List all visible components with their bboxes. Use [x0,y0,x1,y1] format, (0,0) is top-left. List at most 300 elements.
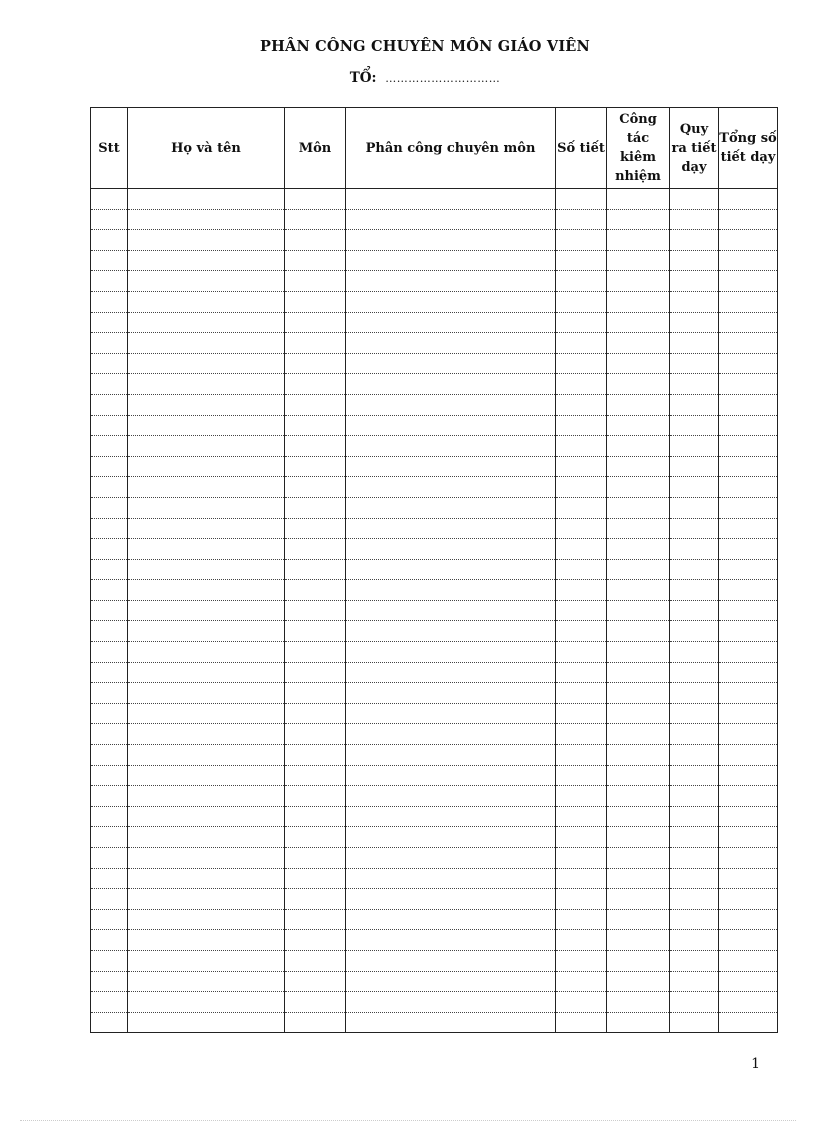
table-cell[interactable] [556,291,607,312]
table-cell[interactable] [285,456,346,477]
table-cell[interactable] [670,827,719,848]
table-cell[interactable] [670,1012,719,1033]
table-cell[interactable] [346,374,556,395]
table-cell[interactable] [670,436,719,457]
table-cell[interactable] [128,497,285,518]
table-cell[interactable] [91,291,128,312]
table-cell[interactable] [128,436,285,457]
table-cell[interactable] [91,436,128,457]
table-cell[interactable] [607,745,670,766]
table-cell[interactable] [607,189,670,210]
table-cell[interactable] [556,930,607,951]
table-cell[interactable] [719,724,778,745]
table-cell[interactable] [91,518,128,539]
table-cell[interactable] [607,230,670,251]
table-cell[interactable] [670,909,719,930]
table-cell[interactable] [670,250,719,271]
table-cell[interactable] [670,518,719,539]
table-cell[interactable] [285,868,346,889]
table-cell[interactable] [607,765,670,786]
table-cell[interactable] [607,909,670,930]
table-cell[interactable] [91,333,128,354]
table-cell[interactable] [556,312,607,333]
table-cell[interactable] [128,724,285,745]
table-cell[interactable] [670,683,719,704]
table-cell[interactable] [346,580,556,601]
table-cell[interactable] [346,621,556,642]
table-cell[interactable] [607,806,670,827]
table-cell[interactable] [719,621,778,642]
table-cell[interactable] [91,230,128,251]
table-cell[interactable] [719,909,778,930]
table-cell[interactable] [91,1012,128,1033]
table-cell[interactable] [285,250,346,271]
table-cell[interactable] [128,271,285,292]
table-cell[interactable] [346,765,556,786]
table-cell[interactable] [556,394,607,415]
table-cell[interactable] [91,786,128,807]
table-cell[interactable] [607,394,670,415]
table-cell[interactable] [285,477,346,498]
table-cell[interactable] [607,497,670,518]
table-cell[interactable] [128,868,285,889]
table-cell[interactable] [607,539,670,560]
table-cell[interactable] [607,621,670,642]
table-cell[interactable] [607,889,670,910]
table-cell[interactable] [670,662,719,683]
table-cell[interactable] [670,930,719,951]
table-cell[interactable] [346,745,556,766]
table-cell[interactable] [285,848,346,869]
table-cell[interactable] [556,456,607,477]
table-cell[interactable] [719,456,778,477]
table-cell[interactable] [719,930,778,951]
table-cell[interactable] [719,971,778,992]
table-cell[interactable] [128,909,285,930]
table-cell[interactable] [346,806,556,827]
table-cell[interactable] [128,230,285,251]
table-cell[interactable] [285,333,346,354]
table-cell[interactable] [556,580,607,601]
table-cell[interactable] [346,497,556,518]
table-cell[interactable] [719,683,778,704]
table-cell[interactable] [285,765,346,786]
table-cell[interactable] [556,497,607,518]
table-cell[interactable] [556,518,607,539]
table-cell[interactable] [285,662,346,683]
table-cell[interactable] [91,477,128,498]
table-cell[interactable] [128,786,285,807]
table-cell[interactable] [285,209,346,230]
table-cell[interactable] [346,415,556,436]
table-cell[interactable] [285,950,346,971]
table-cell[interactable] [285,642,346,663]
table-cell[interactable] [719,889,778,910]
table-cell[interactable] [719,477,778,498]
table-cell[interactable] [91,497,128,518]
table-cell[interactable] [91,724,128,745]
table-cell[interactable] [128,992,285,1013]
table-cell[interactable] [607,600,670,621]
table-cell[interactable] [556,992,607,1013]
table-cell[interactable] [346,456,556,477]
table-cell[interactable] [556,1012,607,1033]
table-cell[interactable] [128,518,285,539]
table-cell[interactable] [285,724,346,745]
table-cell[interactable] [607,250,670,271]
table-cell[interactable] [285,559,346,580]
table-cell[interactable] [556,868,607,889]
table-cell[interactable] [285,703,346,724]
table-cell[interactable] [346,827,556,848]
table-cell[interactable] [128,374,285,395]
table-cell[interactable] [285,497,346,518]
table-cell[interactable] [556,621,607,642]
table-cell[interactable] [607,436,670,457]
table-cell[interactable] [556,950,607,971]
table-cell[interactable] [607,930,670,951]
table-cell[interactable] [285,353,346,374]
table-cell[interactable] [91,250,128,271]
table-cell[interactable] [346,950,556,971]
table-cell[interactable] [128,250,285,271]
table-cell[interactable] [346,971,556,992]
table-cell[interactable] [128,312,285,333]
table-cell[interactable] [670,539,719,560]
table-cell[interactable] [719,642,778,663]
table-cell[interactable] [91,374,128,395]
table-cell[interactable] [670,992,719,1013]
table-cell[interactable] [285,189,346,210]
table-cell[interactable] [556,189,607,210]
table-cell[interactable] [285,971,346,992]
table-cell[interactable] [670,580,719,601]
table-cell[interactable] [128,394,285,415]
table-cell[interactable] [346,724,556,745]
table-cell[interactable] [719,209,778,230]
table-cell[interactable] [607,848,670,869]
table-cell[interactable] [670,703,719,724]
table-cell[interactable] [719,806,778,827]
table-cell[interactable] [285,312,346,333]
table-cell[interactable] [556,436,607,457]
table-cell[interactable] [128,291,285,312]
table-cell[interactable] [128,930,285,951]
table-cell[interactable] [607,992,670,1013]
table-cell[interactable] [670,291,719,312]
table-cell[interactable] [719,539,778,560]
table-cell[interactable] [607,312,670,333]
table-cell[interactable] [91,312,128,333]
table-cell[interactable] [670,559,719,580]
table-cell[interactable] [670,477,719,498]
table-cell[interactable] [91,950,128,971]
table-cell[interactable] [91,539,128,560]
table-cell[interactable] [607,642,670,663]
table-cell[interactable] [670,600,719,621]
table-cell[interactable] [128,745,285,766]
table-cell[interactable] [719,600,778,621]
table-cell[interactable] [607,1012,670,1033]
table-cell[interactable] [91,683,128,704]
table-cell[interactable] [91,621,128,642]
table-cell[interactable] [670,745,719,766]
table-cell[interactable] [91,209,128,230]
table-cell[interactable] [556,374,607,395]
table-cell[interactable] [670,415,719,436]
table-cell[interactable] [346,642,556,663]
table-cell[interactable] [285,827,346,848]
table-cell[interactable] [556,539,607,560]
table-cell[interactable] [285,539,346,560]
table-cell[interactable] [719,868,778,889]
table-cell[interactable] [91,745,128,766]
table-cell[interactable] [607,683,670,704]
table-cell[interactable] [556,806,607,827]
table-cell[interactable] [91,353,128,374]
table-cell[interactable] [285,580,346,601]
table-cell[interactable] [670,950,719,971]
table-cell[interactable] [556,209,607,230]
table-cell[interactable] [346,230,556,251]
table-cell[interactable] [91,909,128,930]
table-cell[interactable] [719,189,778,210]
table-cell[interactable] [719,765,778,786]
table-cell[interactable] [346,394,556,415]
table-cell[interactable] [556,909,607,930]
table-cell[interactable] [607,786,670,807]
table-cell[interactable] [285,271,346,292]
table-cell[interactable] [346,703,556,724]
table-cell[interactable] [285,786,346,807]
table-cell[interactable] [556,662,607,683]
table-cell[interactable] [556,559,607,580]
table-cell[interactable] [346,271,556,292]
table-cell[interactable] [670,971,719,992]
table-cell[interactable] [285,600,346,621]
table-cell[interactable] [91,662,128,683]
table-cell[interactable] [91,848,128,869]
table-cell[interactable] [346,291,556,312]
table-cell[interactable] [719,271,778,292]
table-cell[interactable] [556,745,607,766]
table-cell[interactable] [285,806,346,827]
table-cell[interactable] [128,559,285,580]
table-cell[interactable] [128,1012,285,1033]
table-cell[interactable] [285,415,346,436]
table-cell[interactable] [719,394,778,415]
table-cell[interactable] [607,353,670,374]
table-cell[interactable] [607,477,670,498]
table-cell[interactable] [346,209,556,230]
table-cell[interactable] [91,930,128,951]
table-cell[interactable] [719,848,778,869]
table-cell[interactable] [556,827,607,848]
table-cell[interactable] [670,374,719,395]
table-cell[interactable] [346,600,556,621]
table-cell[interactable] [556,230,607,251]
table-cell[interactable] [556,971,607,992]
table-cell[interactable] [556,848,607,869]
table-cell[interactable] [346,436,556,457]
table-cell[interactable] [285,394,346,415]
table-cell[interactable] [556,642,607,663]
table-cell[interactable] [607,333,670,354]
table-cell[interactable] [346,930,556,951]
table-cell[interactable] [670,806,719,827]
table-cell[interactable] [556,889,607,910]
table-cell[interactable] [128,848,285,869]
table-cell[interactable] [607,580,670,601]
table-cell[interactable] [346,786,556,807]
table-cell[interactable] [607,374,670,395]
table-cell[interactable] [670,230,719,251]
table-cell[interactable] [607,950,670,971]
table-cell[interactable] [607,724,670,745]
table-cell[interactable] [285,621,346,642]
table-cell[interactable] [285,889,346,910]
table-cell[interactable] [128,806,285,827]
table-cell[interactable] [91,889,128,910]
table-cell[interactable] [556,600,607,621]
table-cell[interactable] [346,683,556,704]
table-cell[interactable] [607,291,670,312]
table-cell[interactable] [346,848,556,869]
table-cell[interactable] [719,436,778,457]
table-cell[interactable] [285,909,346,930]
table-cell[interactable] [719,497,778,518]
table-cell[interactable] [719,518,778,539]
table-cell[interactable] [719,1012,778,1033]
table-cell[interactable] [285,436,346,457]
table-cell[interactable] [719,703,778,724]
table-cell[interactable] [670,724,719,745]
table-cell[interactable] [128,353,285,374]
table-cell[interactable] [128,683,285,704]
table-cell[interactable] [719,230,778,251]
table-cell[interactable] [670,642,719,663]
table-cell[interactable] [346,189,556,210]
table-cell[interactable] [607,456,670,477]
table-cell[interactable] [285,930,346,951]
table-cell[interactable] [719,662,778,683]
table-cell[interactable] [128,415,285,436]
table-cell[interactable] [91,642,128,663]
table-cell[interactable] [670,456,719,477]
table-cell[interactable] [607,518,670,539]
table-cell[interactable] [91,827,128,848]
table-cell[interactable] [607,827,670,848]
table-cell[interactable] [128,621,285,642]
table-cell[interactable] [556,353,607,374]
table-cell[interactable] [128,662,285,683]
table-cell[interactable] [285,992,346,1013]
table-cell[interactable] [670,848,719,869]
table-cell[interactable] [670,394,719,415]
table-cell[interactable] [91,971,128,992]
table-cell[interactable] [346,909,556,930]
table-cell[interactable] [128,209,285,230]
table-cell[interactable] [556,250,607,271]
table-cell[interactable] [719,580,778,601]
table-cell[interactable] [556,683,607,704]
table-cell[interactable] [607,271,670,292]
table-cell[interactable] [128,333,285,354]
table-cell[interactable] [346,662,556,683]
table-cell[interactable] [556,477,607,498]
table-cell[interactable] [670,312,719,333]
table-cell[interactable] [607,662,670,683]
table-cell[interactable] [346,1012,556,1033]
table-cell[interactable] [285,683,346,704]
table-cell[interactable] [346,539,556,560]
table-cell[interactable] [285,291,346,312]
table-cell[interactable] [719,950,778,971]
table-cell[interactable] [670,786,719,807]
table-cell[interactable] [128,600,285,621]
table-cell[interactable] [346,992,556,1013]
table-cell[interactable] [91,806,128,827]
table-cell[interactable] [91,868,128,889]
table-cell[interactable] [670,209,719,230]
table-cell[interactable] [346,312,556,333]
table-cell[interactable] [346,889,556,910]
table-cell[interactable] [556,703,607,724]
table-cell[interactable] [607,415,670,436]
table-cell[interactable] [128,765,285,786]
table-cell[interactable] [128,642,285,663]
table-cell[interactable] [607,868,670,889]
table-cell[interactable] [128,889,285,910]
table-cell[interactable] [719,786,778,807]
table-cell[interactable] [285,374,346,395]
table-cell[interactable] [719,415,778,436]
table-cell[interactable] [128,539,285,560]
table-cell[interactable] [607,209,670,230]
table-cell[interactable] [346,518,556,539]
table-cell[interactable] [719,291,778,312]
table-cell[interactable] [128,827,285,848]
table-cell[interactable] [556,765,607,786]
table-cell[interactable] [346,333,556,354]
table-cell[interactable] [128,456,285,477]
table-cell[interactable] [670,889,719,910]
table-cell[interactable] [91,580,128,601]
table-cell[interactable] [719,312,778,333]
table-cell[interactable] [285,745,346,766]
table-cell[interactable] [670,271,719,292]
table-cell[interactable] [128,950,285,971]
table-cell[interactable] [91,600,128,621]
table-cell[interactable] [91,189,128,210]
table-cell[interactable] [128,477,285,498]
table-cell[interactable] [556,415,607,436]
table-cell[interactable] [128,703,285,724]
table-cell[interactable] [670,497,719,518]
table-cell[interactable] [719,374,778,395]
table-cell[interactable] [346,477,556,498]
table-cell[interactable] [128,580,285,601]
table-cell[interactable] [91,415,128,436]
table-cell[interactable] [670,189,719,210]
table-cell[interactable] [91,992,128,1013]
table-cell[interactable] [670,765,719,786]
table-cell[interactable] [346,868,556,889]
table-cell[interactable] [285,518,346,539]
table-cell[interactable] [91,703,128,724]
table-cell[interactable] [91,456,128,477]
table-cell[interactable] [670,333,719,354]
